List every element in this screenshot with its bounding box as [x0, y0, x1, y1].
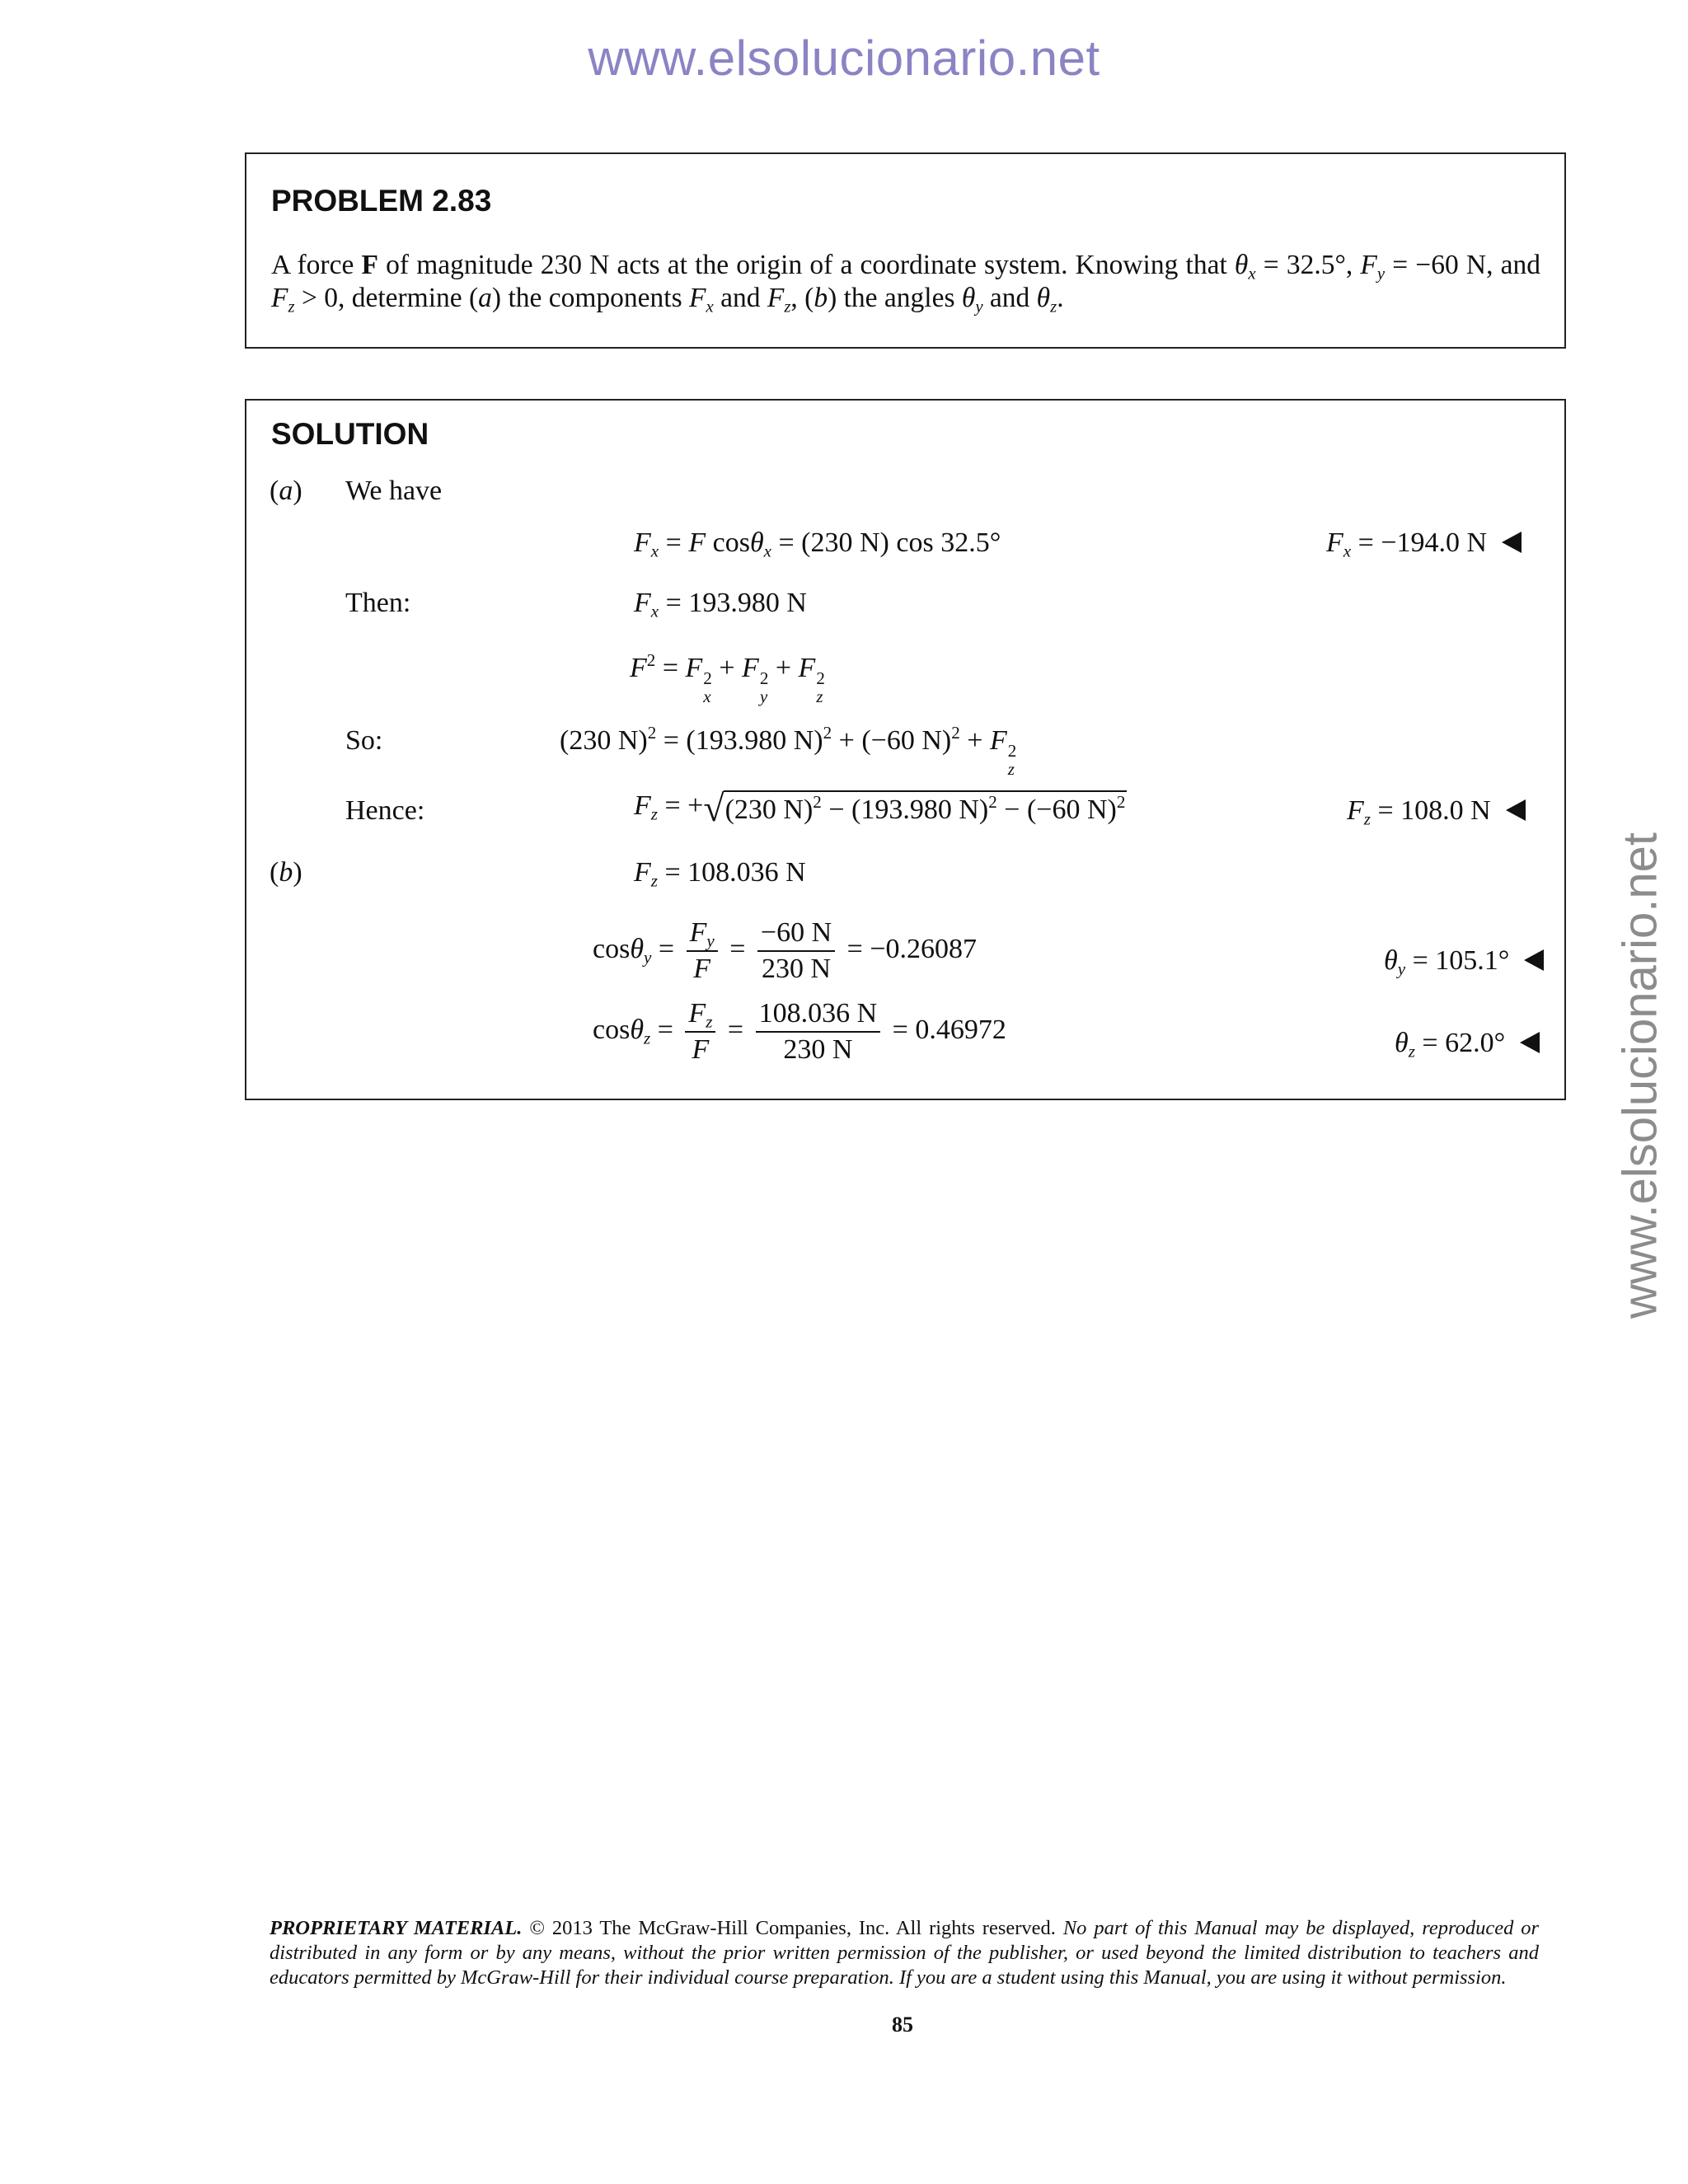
equation-f-squared: $F^2 = F$ 2 x + F 2 y + F 2 z	[630, 649, 825, 706]
part-b-label: (b)	[270, 857, 302, 888]
part-a-label: (a)	[270, 476, 302, 506]
answer-theta-y: $\theta_y = 105.1^\circ$	[1384, 944, 1544, 977]
equation-fx-value: $F_x = 193.980$ N	[634, 588, 807, 621]
equation-cos-theta-z: cosθ$_z$ = $\frac{F_z}{F}$ = $\frac{108.036 N}{230 N}$ = 0.46972	[593, 998, 1006, 1065]
solution-box	[245, 399, 1566, 1100]
answer-marker-icon	[1524, 949, 1544, 971]
equation-fx-cos: $F_x = F$ cosθ$_x$ = (230 N) cos 32.5°	[634, 527, 1001, 561]
answer-marker-icon	[1520, 1032, 1540, 1053]
problem-statement: A force F of magnitude 230 N acts at the origin of a coordinate system. Knowing that $\theta_x = 32.5^\circ$, $F_y = -60$ N, and $F_z > 0$, determine (a) the components $F_x$ and $F_z$, (b) the angles $\theta_y$ and $\theta_z$.	[271, 250, 1540, 316]
so-label: So:	[345, 725, 383, 756]
answer-theta-z: $\theta_z = 62.0^\circ$	[1395, 1027, 1540, 1060]
watermark-side: www.elsolucionario.net	[1613, 832, 1667, 1319]
page-number: 85	[892, 2013, 913, 2036]
footer-permission-notice: No part of this Manual may be displayed, reproduced or distributed in any form or by any means, without the prior written permission of the publisher, or used beyond the limited distribution to teachers and educators permitted by McGraw-Hill for their individual course preparation. If you are a student using this Manual, you are using it without permission.	[270, 1917, 1540, 1989]
problem-title: PROBLEM 2.83	[271, 184, 492, 218]
answer-marker-icon	[1502, 532, 1522, 553]
answer-fx: $F_x = -194.0$ N	[1326, 527, 1522, 560]
equation-fz-sqrt: $F_z$ = + √ (230 N)$^2$ − (193.980 N)$^2$ − (−60 N)$^2$	[634, 787, 1126, 830]
we-have-label: We have	[345, 476, 443, 506]
answer-marker-icon	[1506, 799, 1526, 821]
equation-cos-theta-y: cosθ$_y$ = $\frac{F_y}{F}$ = $\frac{-60 N}{230 N}$ = −0.26087	[593, 917, 977, 984]
hence-label: Hence:	[345, 795, 425, 826]
then-label: Then:	[345, 588, 411, 618]
watermark-top: www.elsolucionario.net	[588, 30, 1100, 86]
footer-notice	[270, 1916, 1539, 1990]
answer-fz: $F_z = 108.0$ N	[1347, 794, 1526, 827]
equation-fz-value: $F_z = 108.036$ N	[634, 857, 806, 891]
problem-box	[245, 152, 1566, 349]
footer-lead: PROPRIETARY MATERIAL.	[270, 1917, 523, 1939]
solution-title: SOLUTION	[271, 417, 429, 451]
square-root-icon: √	[703, 787, 724, 830]
footer-copyright: © 2013 The McGraw-Hill Companies, Inc. All rights reserved.	[529, 1917, 1056, 1939]
equation-substitution: (230 N)$^2$ = (193.980 N)$^2$ + (−60 N)$^2$ + F 2 z	[560, 722, 1017, 779]
